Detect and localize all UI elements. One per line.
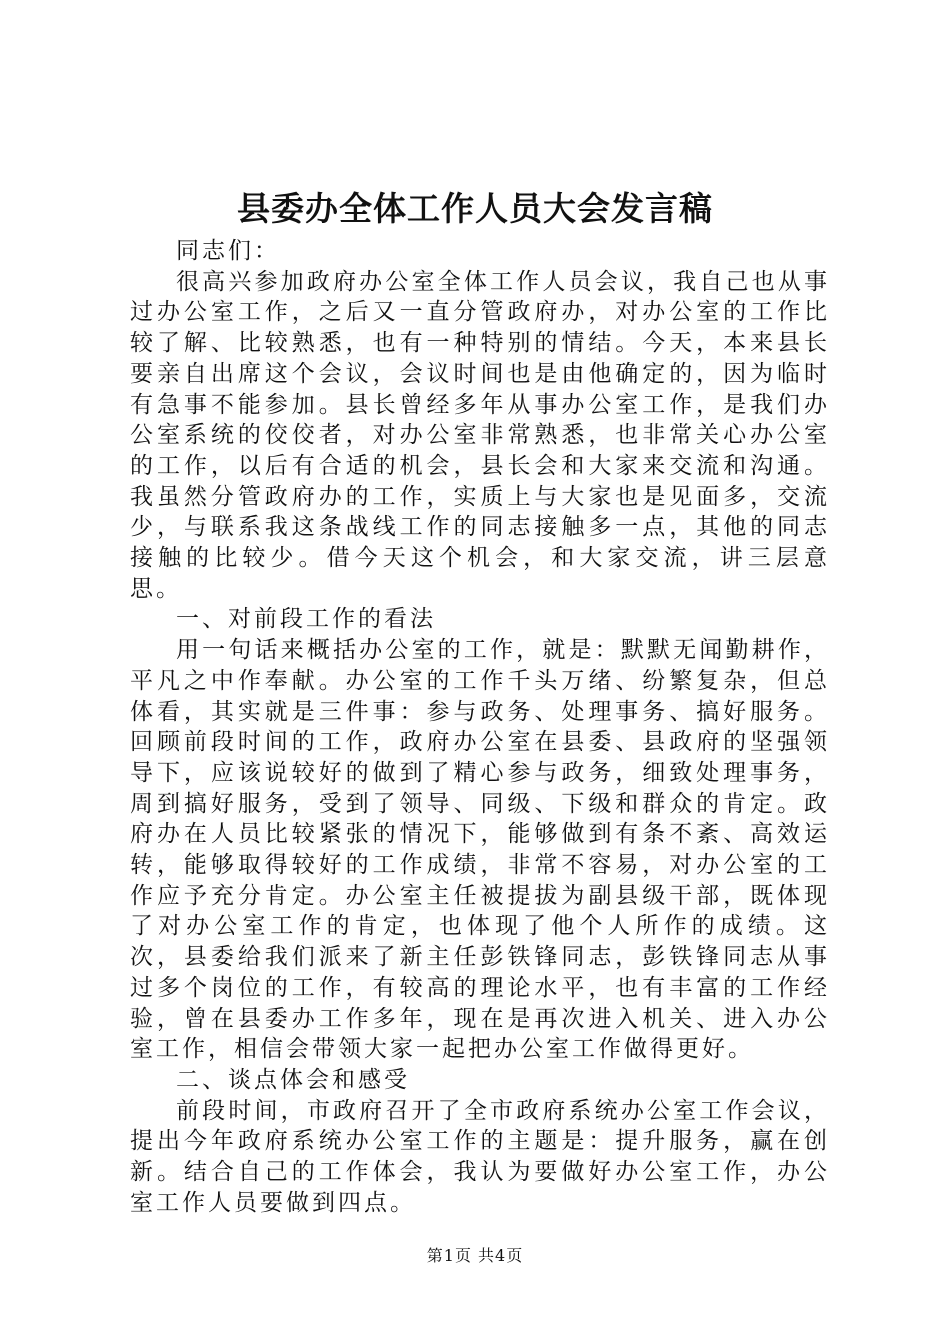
salutation: 同志们： xyxy=(176,238,280,264)
paragraph-section-2: 前段时间，市政府召开了全市政府系统办公室工作会议，提出今年政府系统办公室工作的主题是：提升服务，赢在创新。结合自己的工作体会，我认为要做好办公室工作，办公室工作人员要做到四点。 xyxy=(130,1097,830,1216)
document-title: 县委办全体工作人员大会发言稿 xyxy=(237,189,713,228)
paragraph-intro: 很高兴参加政府办公室全体工作人员会议，我自己也从事过办公室工作，之后又一直分管政府办，对办公室的工作比较了解、比较熟悉，也有一种特别的情结。今天，本来县长要亲自出席这个会议，会议时间也是由他确定的，因为临时有急事不能参加。县长曾经多年从事办公室工作，是我们办公室系统的佼佼者，对办公室非常熟悉，也非常关心办公室的工作，以后有合适的机会，县长会和大家来交流和沟通。我虽然分管政府办的工作，实质上与大家也是见面多，交流少，与联系我这条战线工作的同志接触多一点，其他的同志接触的比较少。借今天这个机会，和大家交流，讲三层意思。 xyxy=(130,268,830,602)
document-body xyxy=(130,236,830,1219)
paragraph-section-1: 用一句话来概括办公室的工作，就是：默默无闻勤耕作，平凡之中作奉献。办公室的工作千头万绪、纷繁复杂，但总体看，其实就是三件事：参与政务、处理事务、搞好服务。回顾前段时间的工作，政府办公室在县委、县政府的坚强领导下，应该说较好的做到了精心参与政务，细致处理事务，周到搞好服务，受到了领导、同级、下级和群众的肯定。政府办在人员比较紧张的情况下，能够做到有条不紊、高效运转，能够取得较好的工作成绩，非常不容易，对办公室的工作应予充分肯定。办公室主任被提拔为副县级干部，既体现了对办公室工作的肯定，也体现了他个人所作的成绩。这次，县委给我们派来了新主任彭铁锋同志，彭铁锋同志从事过多个岗位的工作，有较高的理论水平，也有丰富的工作经验，曾在县委办工作多年，现在是再次进入机关、进入办公室工作，相信会带领大家一起把办公室工作做得更好。 xyxy=(130,637,830,1063)
page-number-footer: 第1页 共4页 xyxy=(426,1246,524,1265)
section-heading-1: 一、对前段工作的看法 xyxy=(176,606,436,633)
section-heading-2: 二、谈点体会和感受 xyxy=(176,1066,410,1093)
